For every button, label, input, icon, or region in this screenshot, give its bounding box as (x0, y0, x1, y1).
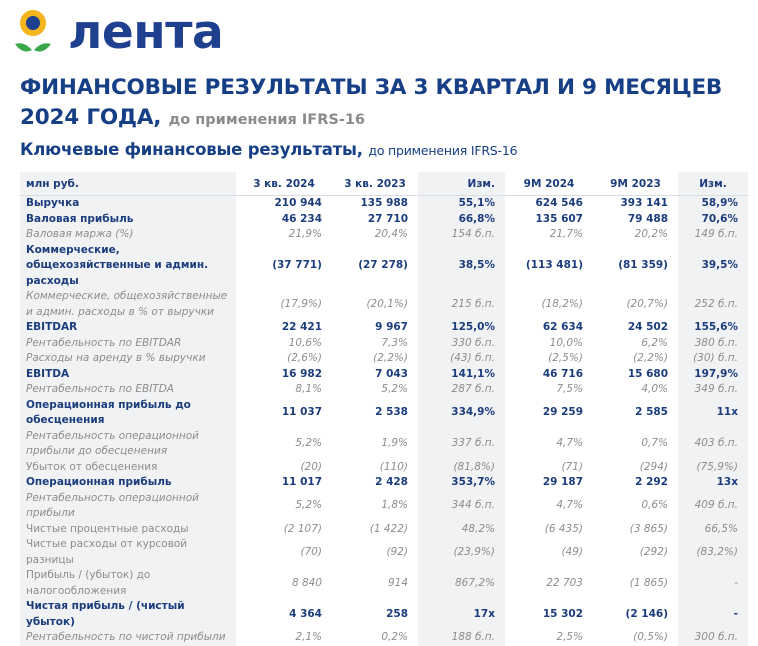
9m-2024-value: (49) (561, 545, 583, 558)
9m-2024-value: 135 607 (535, 212, 583, 225)
row-label: Расходы на аренду в % выручки (20, 351, 236, 367)
table-row (20, 367, 748, 383)
change-q-value: (23,9%) (418, 537, 505, 568)
q3-2024-value: (17,9%) (280, 297, 322, 310)
q3-2023-value: 914 (387, 576, 408, 589)
row-label: Убыток от обесценения (20, 460, 236, 476)
table-row (20, 630, 748, 646)
9m-2023-value: 4,0% (641, 383, 668, 395)
change-9m-value: (75,9%) (678, 460, 748, 476)
table-row (20, 429, 748, 460)
table-row (20, 227, 748, 243)
row-label: EBITDA (20, 367, 236, 383)
change-9m-value: 155,6% (678, 320, 748, 336)
9m-2023-value: 2 292 (635, 476, 668, 488)
section-title-suffix: до применения IFRS-16 (368, 143, 518, 158)
header-change-q: Изм. (418, 172, 505, 196)
q3-2024-value: 5,2% (295, 499, 322, 512)
logo-text: лента (68, 5, 224, 60)
row-label: Чистые процентные расходы (20, 522, 236, 538)
9m-2023-value: 2 585 (635, 406, 668, 419)
q3-2024-value: 2,1% (295, 631, 322, 643)
table-row (20, 382, 748, 398)
9m-2024-value: 21,7% (549, 228, 583, 240)
9m-2024-value: 29 259 (542, 406, 583, 419)
q3-2024-value: 46 234 (281, 212, 322, 225)
change-q-value: (43) б.п. (418, 351, 505, 367)
q3-2024-value: 21,9% (288, 228, 322, 240)
9m-2024-value: 2,5% (556, 631, 583, 643)
change-q-value: 125,0% (418, 320, 505, 336)
q3-2024-value: 10,6% (288, 336, 322, 349)
9m-2024-value: (2,5%) (548, 352, 583, 364)
header-change-9m: Изм. (678, 172, 748, 196)
change-q-value: 344 б.п. (418, 491, 505, 522)
table-row (20, 522, 748, 538)
table-row (20, 460, 748, 476)
q3-2023-value: (110) (379, 460, 408, 473)
table-row (20, 568, 748, 599)
q3-2023-value: 1,8% (381, 499, 408, 512)
9m-2024-value: 10,0% (549, 336, 583, 349)
row-label: Валовая маржа (%) (20, 227, 236, 243)
change-q-value: 188 б.п. (418, 630, 505, 646)
change-q-value: 337 б.п. (418, 429, 505, 460)
q3-2023-value: (2,2%) (373, 352, 408, 364)
q3-2024-value: 16 982 (281, 367, 322, 380)
row-label: Валовая прибыль (20, 212, 236, 228)
row-label: EBITDAR (20, 320, 236, 336)
change-q-value: (81,8%) (418, 460, 505, 476)
q3-2023-value: (27 278) (358, 259, 408, 271)
q3-2023-value: (20,1%) (366, 297, 408, 310)
change-9m-value: 70,6% (678, 212, 748, 228)
row-label: Операционная прибыль (20, 475, 236, 491)
row-label: Коммерческие, общехозяйственные и админ. расходы (20, 243, 236, 290)
9m-2023-value: 6,2% (641, 336, 668, 349)
q3-2023-value: 135 988 (360, 197, 408, 209)
9m-2023-value: 0,7% (641, 437, 668, 450)
9m-2023-value: (292) (639, 545, 668, 558)
q3-2024-value: (2,6%) (287, 352, 322, 364)
lenta-logo (12, 5, 224, 60)
q3-2023-value: 2 428 (375, 476, 408, 488)
q3-2023-value: 7,3% (381, 336, 408, 349)
9m-2023-value: (81 359) (618, 259, 668, 271)
header-9m-2023: 9М 2023 (593, 172, 678, 196)
row-label: Рентабельность по EBITDAR (20, 336, 236, 352)
q3-2023-value: 0,2% (381, 631, 408, 643)
row-label: Чистая прибыль / (чистый убыток) (20, 599, 236, 630)
change-9m-value: - (678, 599, 748, 630)
9m-2024-value: (18,2%) (541, 297, 583, 310)
q3-2024-value: 22 421 (281, 321, 322, 333)
change-9m-value: 149 б.п. (678, 227, 748, 243)
change-9m-value: 11x (678, 398, 748, 429)
9m-2023-value: 15 680 (627, 367, 668, 380)
table-row (20, 243, 748, 290)
9m-2024-value: 4,7% (556, 499, 583, 512)
table-row (20, 289, 748, 320)
change-q-value: 38,5% (418, 243, 505, 290)
q3-2024-value: (70) (300, 545, 322, 558)
header-q3-2024: 3 кв. 2024 (236, 172, 332, 196)
table-row (20, 196, 748, 212)
section-title-main: Ключевые финансовые результаты, (20, 140, 363, 159)
q3-2023-value: 20,4% (374, 228, 408, 240)
9m-2023-value: 20,2% (634, 228, 668, 240)
row-label: Чистые расходы от курсовой разницы (20, 537, 236, 568)
change-q-value: 353,7% (418, 475, 505, 491)
table-row (20, 212, 748, 228)
change-q-value: 330 б.п. (418, 336, 505, 352)
9m-2023-value: 393 141 (620, 197, 668, 209)
table-row (20, 336, 748, 352)
row-label: Рентабельность операционной прибыли (20, 491, 236, 522)
change-q-value: 48,2% (418, 522, 505, 538)
q3-2023-value: 27 710 (367, 212, 408, 225)
page-title-suffix: до применения IFRS-16 (168, 112, 366, 128)
change-9m-value: 409 б.п. (678, 491, 748, 522)
9m-2023-value: (3 865) (629, 522, 668, 535)
q3-2024-value: 5,2% (295, 437, 322, 450)
row-label: Выручка (20, 196, 236, 212)
financial-results-table (20, 172, 748, 646)
9m-2023-value: 79 488 (627, 212, 668, 225)
row-label: Рентабельность операционной прибыли до обесценения (20, 429, 236, 460)
9m-2023-value: (294) (639, 460, 668, 473)
q3-2024-value: 210 944 (274, 197, 322, 209)
9m-2023-value: 24 502 (627, 321, 668, 333)
q3-2024-value: (20) (300, 460, 322, 473)
q3-2024-value: 4 364 (289, 607, 322, 620)
q3-2024-value: (37 771) (272, 259, 322, 271)
table-row (20, 475, 748, 491)
page-title-main: ФИНАНСОВЫЕ РЕЗУЛЬТАТЫ ЗА 3 КВАРТАЛ И 9 МЕСЯЦЕВ 2024 ГОДА, (20, 75, 723, 130)
9m-2024-value: (113 481) (525, 259, 583, 271)
header-q3-2023: 3 кв. 2023 (332, 172, 418, 196)
9m-2023-value: (0,5%) (633, 631, 668, 643)
change-9m-value: (30) б.п. (678, 351, 748, 367)
9m-2024-value: 46 716 (542, 367, 583, 380)
q3-2023-value: 2 538 (375, 406, 408, 419)
change-q-value: 215 б.п. (418, 289, 505, 320)
row-label: Рентабельность по чистой прибыли (20, 630, 236, 646)
9m-2023-value: (1 865) (629, 576, 668, 589)
change-9m-value: 66,5% (678, 522, 748, 538)
change-9m-value: 300 б.п. (678, 630, 748, 646)
q3-2023-value: (92) (386, 545, 408, 558)
change-9m-value: 13x (678, 475, 748, 491)
row-label: Коммерческие, общехозяйственные и админ. расходы в % от выручки (20, 289, 236, 320)
change-9m-value: 403 б.п. (678, 429, 748, 460)
change-9m-value: - (678, 568, 748, 599)
9m-2024-value: 7,5% (556, 383, 583, 395)
change-9m-value: 252 б.п. (678, 289, 748, 320)
table-row (20, 491, 748, 522)
row-label: Рентабельность по EBITDA (20, 382, 236, 398)
q3-2023-value: 7 043 (375, 367, 408, 380)
change-q-value: 55,1% (418, 196, 505, 212)
section-title (20, 140, 517, 159)
change-9m-value: 39,5% (678, 243, 748, 290)
page-title (20, 73, 750, 135)
9m-2024-value: 624 546 (535, 197, 583, 209)
header-9m-2024: 9М 2024 (505, 172, 593, 196)
9m-2023-value: (2,2%) (633, 352, 668, 364)
sunflower-logo-icon (12, 8, 56, 58)
row-label: Прибыль / (убыток) до налогообложения (20, 568, 236, 599)
table-row (20, 351, 748, 367)
table-header-row (20, 172, 748, 196)
table-row (20, 537, 748, 568)
9m-2023-value: (20,7%) (626, 297, 668, 310)
9m-2024-value: (6 435) (544, 522, 583, 535)
change-q-value: 867,2% (418, 568, 505, 599)
change-9m-value: 349 б.п. (678, 382, 748, 398)
change-9m-value: 380 б.п. (678, 336, 748, 352)
change-q-value: 154 б.п. (418, 227, 505, 243)
q3-2024-value: 8 840 (291, 576, 322, 589)
q3-2023-value: 5,2% (381, 383, 408, 395)
row-label: Операционная прибыль до обесценения (20, 398, 236, 429)
9m-2024-value: 15 302 (542, 607, 583, 620)
9m-2023-value: (2 146) (625, 607, 668, 620)
q3-2023-value: (1 422) (369, 522, 408, 535)
9m-2024-value: 22 703 (546, 576, 583, 589)
change-q-value: 17x (418, 599, 505, 630)
change-q-value: 334,9% (418, 398, 505, 429)
change-q-value: 66,8% (418, 212, 505, 228)
header-unit: млн руб. (20, 172, 236, 196)
table-row (20, 320, 748, 336)
change-q-value: 141,1% (418, 367, 505, 383)
q3-2024-value: (2 107) (283, 522, 322, 535)
q3-2024-value: 11 017 (281, 476, 322, 488)
table-row (20, 599, 748, 630)
change-q-value: 287 б.п. (418, 382, 505, 398)
9m-2024-value: (71) (561, 460, 583, 473)
q3-2024-value: 8,1% (295, 383, 322, 395)
q3-2023-value: 1,9% (381, 437, 408, 450)
table-row (20, 398, 748, 429)
9m-2024-value: 4,7% (556, 437, 583, 450)
9m-2023-value: 0,6% (641, 499, 668, 512)
change-9m-value: 58,9% (678, 196, 748, 212)
9m-2024-value: 29 187 (542, 476, 583, 488)
change-9m-value: 197,9% (678, 367, 748, 383)
q3-2023-value: 9 967 (375, 321, 408, 333)
q3-2024-value: 11 037 (281, 406, 322, 419)
change-9m-value: (83,2%) (678, 537, 748, 568)
9m-2024-value: 62 634 (542, 321, 583, 333)
q3-2023-value: 258 (386, 607, 408, 620)
